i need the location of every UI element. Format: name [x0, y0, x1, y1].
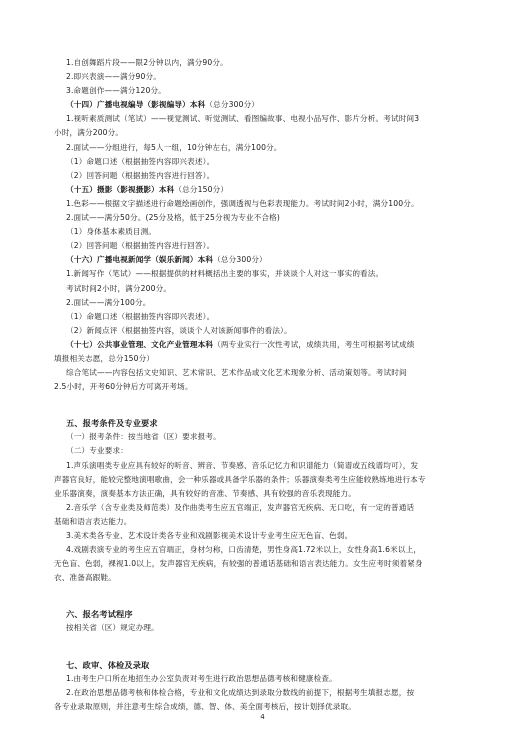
text-line: 小时，满分200分。 [54, 128, 124, 138]
section-16-title: （十六）广播电视新闻学（娱乐新闻）本科 [66, 255, 214, 265]
section-17-title: （十七）公共事业管理、文化产业管理本科 [66, 339, 214, 349]
text-line: 1.视听素质测试（笔试）——视觉测试、听觉测试、看图编故事、电视小品写作、影片分析。考试时间3 [66, 114, 420, 124]
section-15-heading [54, 183, 474, 197]
section-14-heading [54, 98, 474, 112]
text-line: 4.戏剧表演专业的考生应五官端正，身材匀称，口齿清楚，男性身高1.72米以上，女性身高1.6米以上， [66, 545, 422, 555]
text-line: 1.由考生户口所在地招生办公室负责对考生进行政治思想品德考核和健康检查。 [66, 673, 337, 683]
text-line: 业乐器演奏，演奏基本方法正确，具有较好的音准、节奏感、具有较强的音乐表现能力。 [54, 488, 357, 498]
section-15-title: （十五）摄影（影视摄影）本科 [66, 184, 175, 194]
text-line: 1.新闻写作（笔试）——根据提供的材料概括出主要的事实，并谈谈个人对这一事实的看法。 [66, 269, 384, 279]
text-line: 衣、准备高跟鞋。 [54, 573, 116, 583]
text-line: 2.5小时，开考60分钟后方可离开考场。 [54, 382, 193, 392]
text-line: 3.美术类各专业、艺术设计类各专业和戏剧影视美术设计专业考生应无色盲、色弱。 [66, 531, 353, 540]
text-line: 基础和语言表达能力。 [54, 516, 132, 526]
section-17-note: （两专业实行一次性考试，成绩共用，考生可根据考试成绩 [213, 339, 415, 349]
section-14-title: （十四）广播电视编导（影视编导）本科 [66, 100, 206, 110]
text-line: 2.在政治思想品德考核和体检合格，专业和文化成绩达到录取分数线的前提下，根据考生填报志愿，按 [66, 687, 415, 697]
text-line: 2.面试——满分100分。 [66, 297, 151, 307]
text-line: （2）回答问题（根据抽签内容进行回答）。 [66, 241, 215, 251]
page-content [54, 56, 474, 714]
section-7-heading: 七、政审、体检及录取 [66, 659, 150, 670]
section-6-heading: 六、报名考试程序 [66, 609, 133, 620]
section-17-heading [54, 338, 474, 352]
text-line: （1）命题口述（根据抽签内容即兴表述）。 [66, 156, 215, 166]
text-line: 2.音乐学（含专业类及师范类）及作曲类考生应五官端正，发声器官无疾病、无口吃，有一定的普通话 [66, 502, 415, 512]
text-line: 3.命题创作——满分120分。 [66, 86, 166, 96]
text-line: 1.声乐演唱类专业应具有较好的听音、辨音、节奏感、音乐记忆力和识谱能力（简谱或五线谱均可），发 [66, 460, 419, 470]
section-14-note: （总分300分） [205, 100, 260, 110]
text-line: （2）新闻点评（根据抽签内容，谈谈个人对该新闻事件的看法）。 [66, 325, 292, 335]
section-5-heading: 五、报考条件及专业要求 [66, 418, 158, 429]
text-line: （1）身体基本素质目测。 [66, 227, 157, 237]
section-16-heading [54, 253, 474, 267]
text-line: 考试时间2小时，满分200分。 [66, 283, 172, 293]
section-16-note: （总分300分） [213, 255, 267, 265]
text-line: （1）命题口述（根据抽签内容即兴表述）。 [66, 311, 215, 321]
text-line: 填报相关志愿，总分150分） [54, 353, 155, 363]
text-line: 2.即兴表演——满分90分。 [66, 72, 161, 82]
text-line: 声器官良好，能较完整地演唱歌曲，会一种乐器或具备学乐器的条件；乐器演奏类考生应能较熟练地进行本专 [54, 474, 426, 484]
text-line: 2.面试——满分50分。(25分及格，低于25分视为专业不合格) [66, 213, 281, 223]
text-line: （二）专业要求： [66, 446, 128, 456]
text-line: 1.色彩——根据文字描述进行命题绘画创作，强调透视与色彩表现能力。考试时间2小时，满分100分。 [66, 198, 419, 208]
text-line: （2）回答问题（根据抽签内容进行回答）。 [66, 170, 215, 180]
text-line: 1.自创舞蹈片段——限2分钟以内，满分90分。 [66, 58, 228, 67]
text-line: 综合笔试——内容包括文史知识、艺术常识、艺术作品或文化艺术现象分析、活动策划等。考试时间 [66, 368, 407, 378]
text-line: 按相关省（区）规定办理。 [66, 623, 159, 633]
text-line: （一）报考条件：按当地省（区）要求报考。 [66, 432, 221, 442]
text-line: 无色盲、色弱，裸视1.0以上，发声器官无疾病，有较强的普通话基础和语言表达能力。女生应考时须着紧身 [54, 559, 423, 569]
text-line: 2.面试——分组进行，每5人一组，10分钟左右，满分100分。 [66, 142, 282, 152]
section-15-note: （总分150分） [174, 184, 229, 194]
page-number: 4 [260, 713, 265, 721]
text-line: 各专业录取原则，并注意考生综合成绩，德、智、体、美全面考核后，按计划择优录取。 [54, 701, 357, 711]
